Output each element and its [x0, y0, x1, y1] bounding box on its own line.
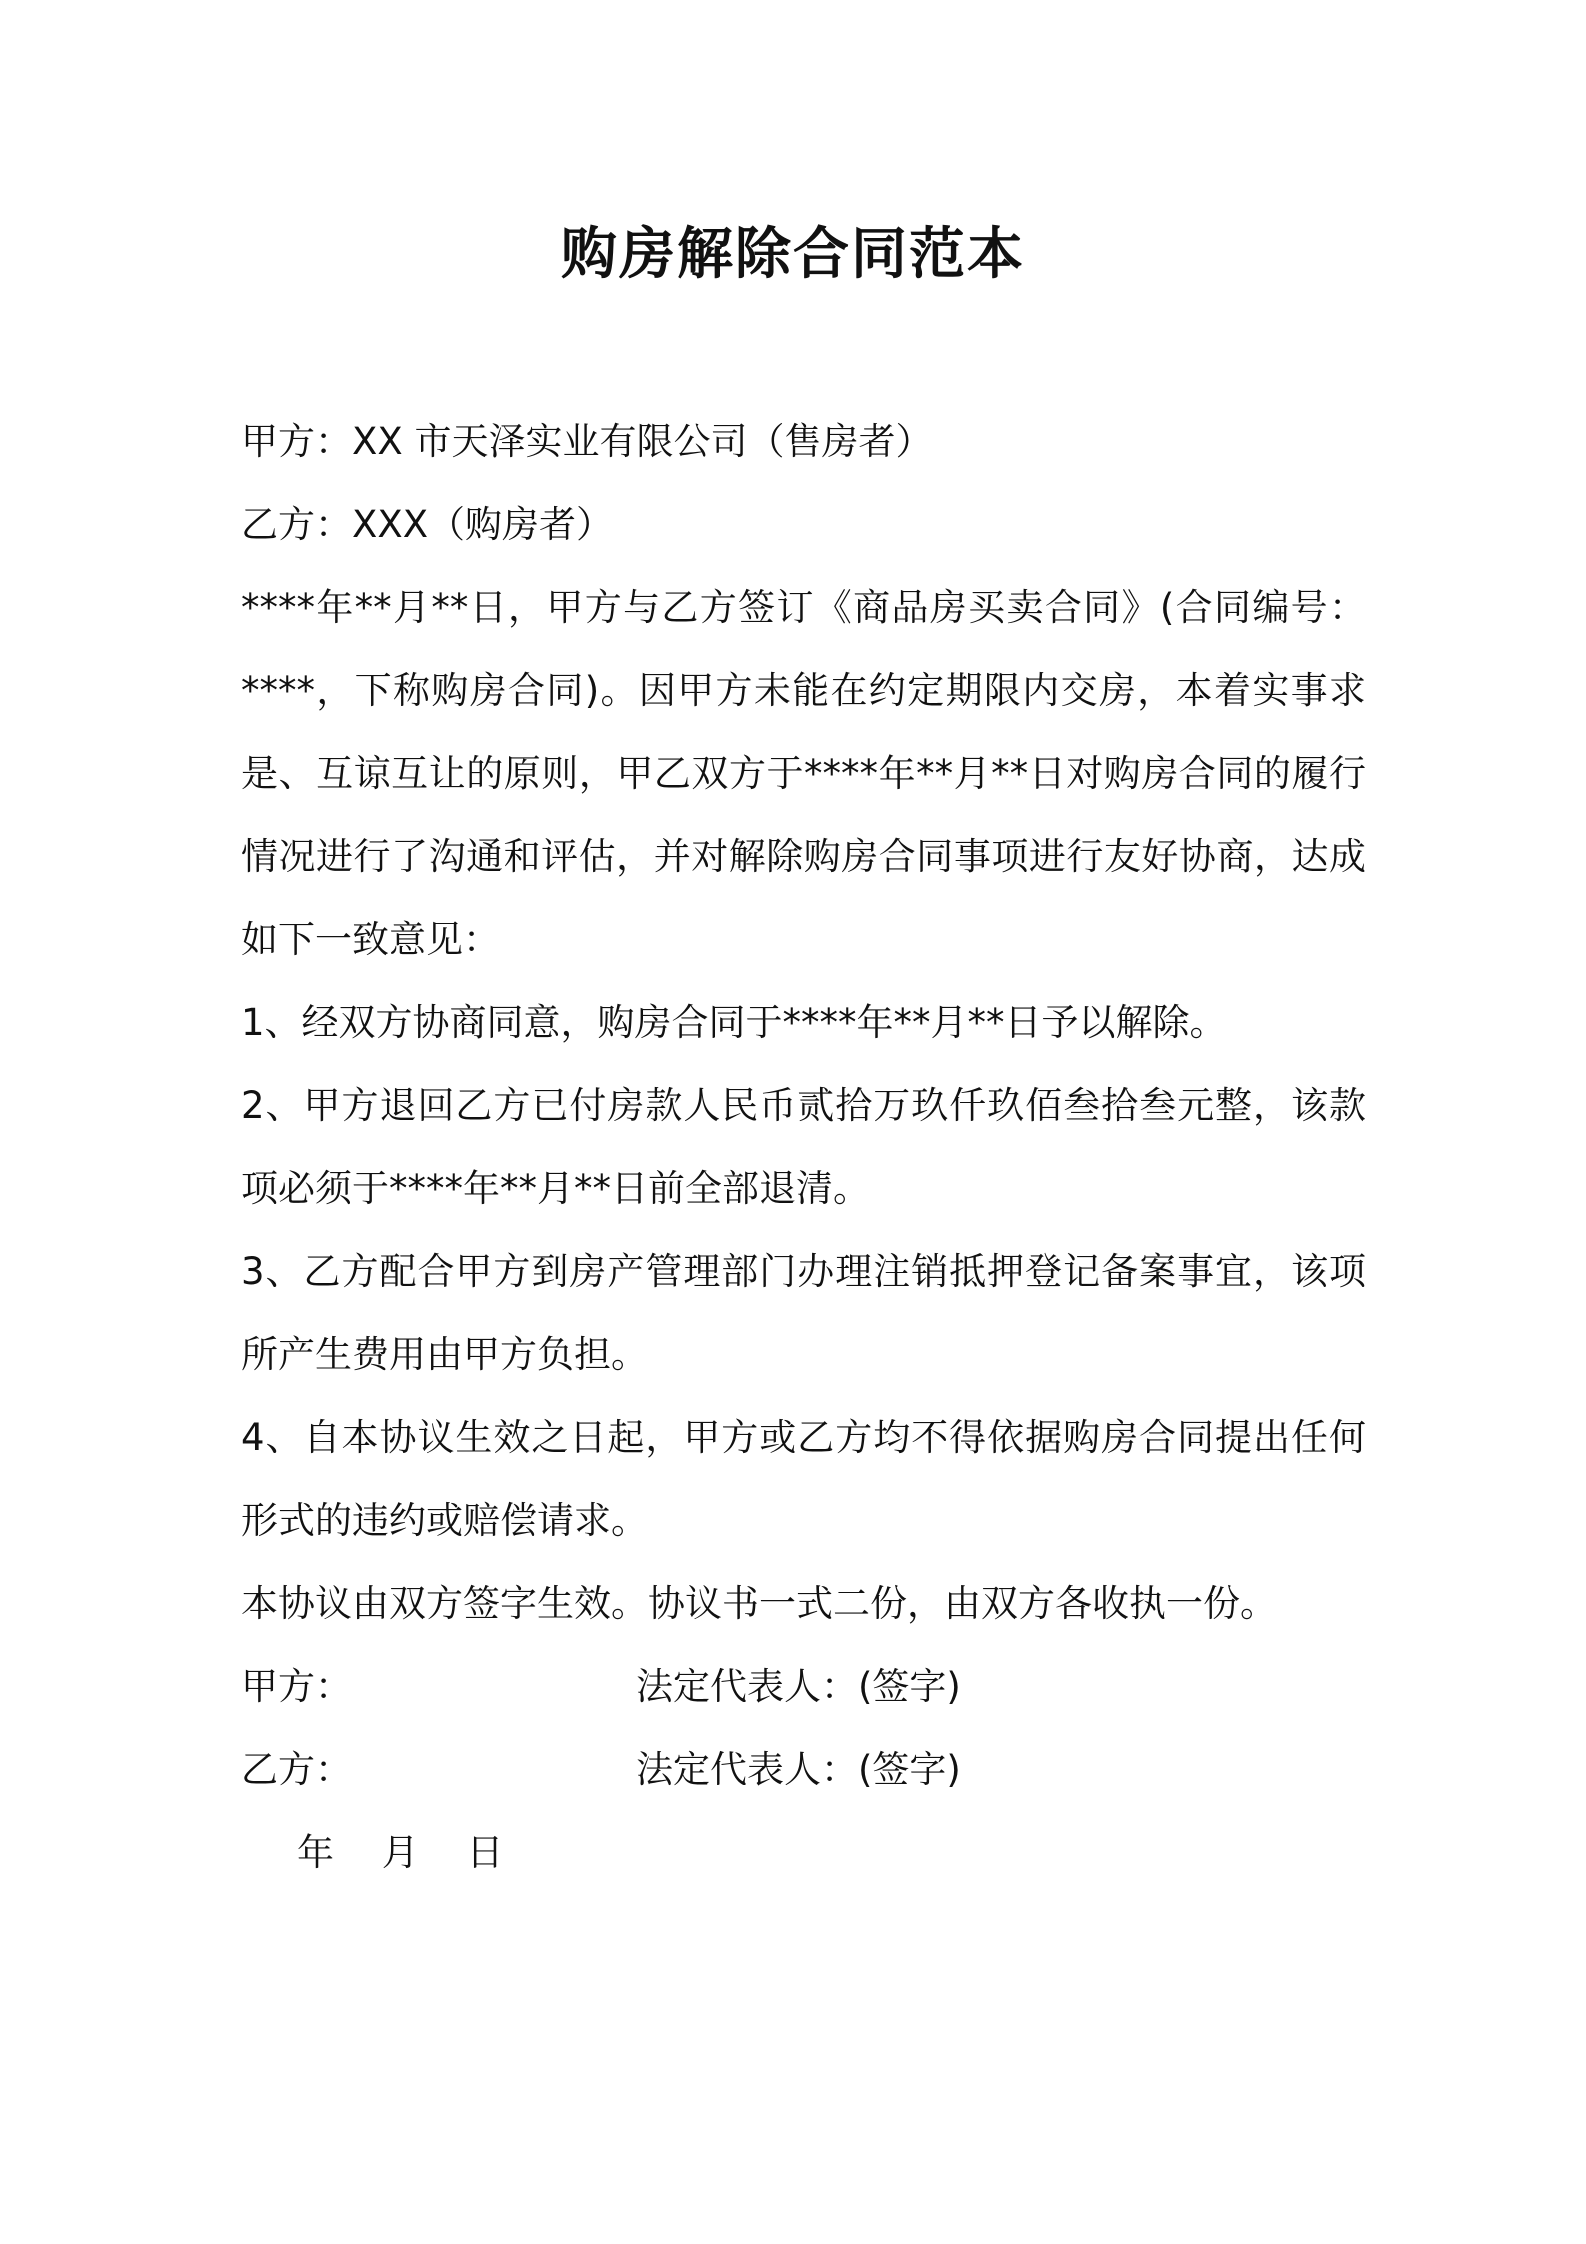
signature-party-label: 甲方：	[241, 1665, 352, 1708]
clause-1: 1、经双方协商同意，购房合同于****年**月**日予以解除。	[241, 1001, 1227, 1044]
closing-paragraph: 本协议由双方签字生效。协议书一式二份，由双方各收执一份。	[241, 1582, 1277, 1625]
signature-row-party-b	[241, 1728, 1366, 1811]
document-body	[241, 400, 1366, 1894]
party-b-line: 乙方：XXX（购房者）	[241, 503, 614, 546]
party-a-line: 甲方：XX 市天泽实业有限公司（售房者）	[241, 420, 933, 463]
signature-party-label: 乙方：	[241, 1748, 352, 1791]
date-day-label: 日	[466, 1831, 504, 1874]
clause-3: 3、乙方配合甲方到房产管理部门办理注销抵押登记备案事宜，该项所产生费用由甲方负担。	[241, 1250, 1366, 1376]
date-line	[241, 1811, 1366, 1894]
date-year-label: 年	[297, 1831, 334, 1874]
signature-representative-label: 法定代表人：(签字)	[636, 1665, 961, 1708]
clause-2: 2、甲方退回乙方已付房款人民币贰拾万玖仟玖佰叁拾叁元整，该款项必须于****年**月**日前全部退清。	[241, 1084, 1366, 1210]
preamble-paragraph: ****年**月**日，甲方与乙方签订《商品房买卖合同》(合同编号：****，下称购房合同)。因甲方未能在约定期限内交房，本着实事求是、互谅互让的原则，甲乙双方于****年**月**日对购房合同的履行情况进行了沟通和评估，并对解除购房合同事项进行友好协商，达成如下一致意见：	[241, 586, 1366, 961]
clause-4: 4、自本协议生效之日起，甲方或乙方均不得依据购房合同提出任何形式的违约或赔偿请求。	[241, 1416, 1366, 1542]
signature-representative-label: 法定代表人：(签字)	[636, 1748, 961, 1791]
date-month-label: 月	[381, 1831, 419, 1874]
document-title: 购房解除合同范本	[561, 222, 1025, 287]
signature-row-party-a	[241, 1645, 1366, 1728]
